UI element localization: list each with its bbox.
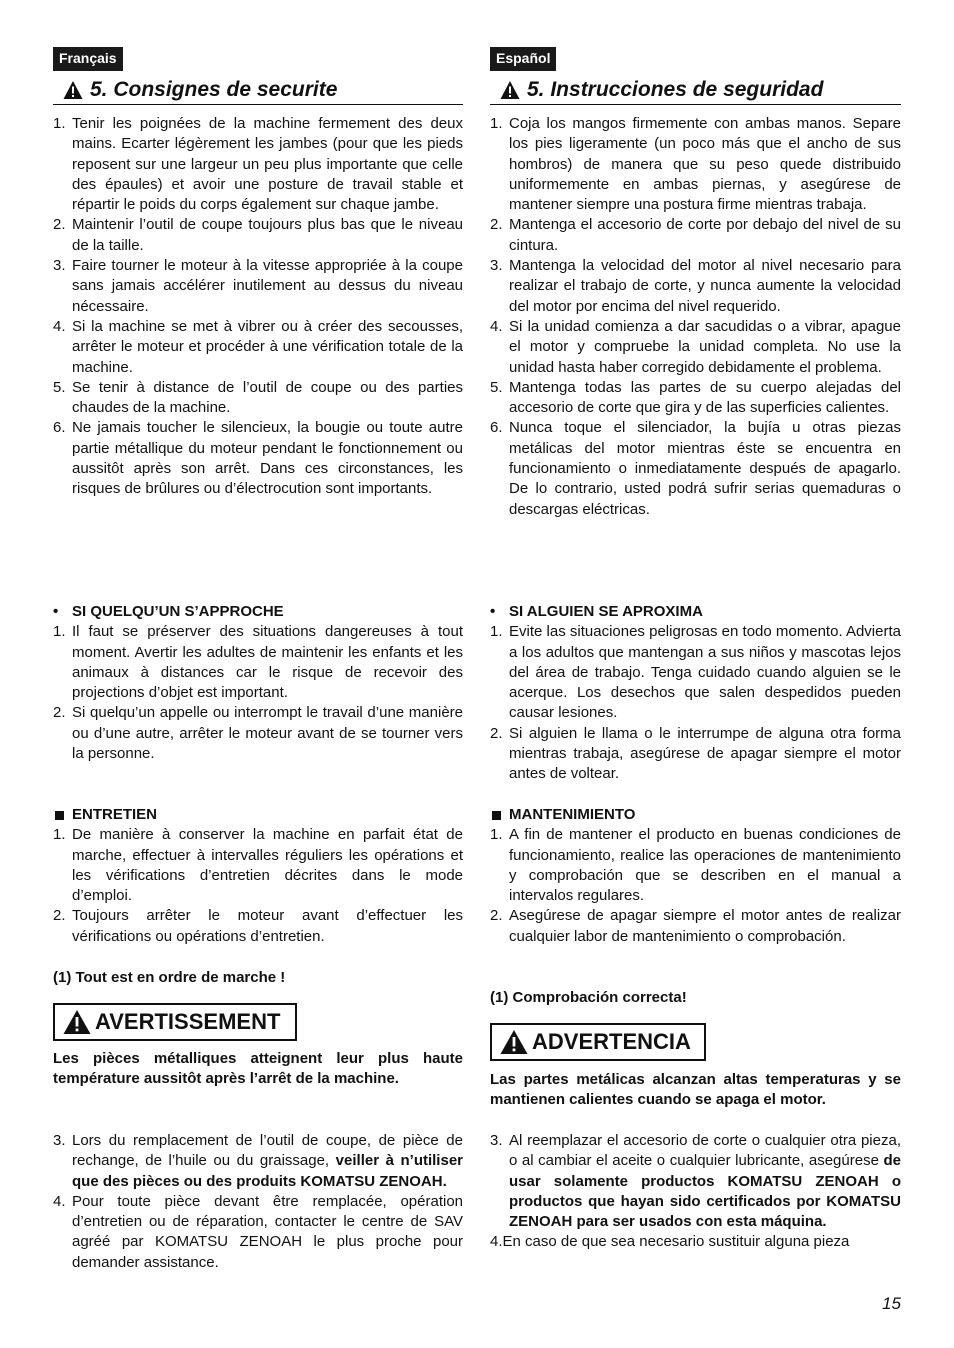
language-tag-spanish: Español bbox=[490, 47, 556, 71]
list-item: 3. Faire tourner le moteur à la vitesse appropriée à la coupe sans jamais accélérer inutilement au dessus du niveau nécessaire. bbox=[53, 257, 463, 315]
section-title-french bbox=[53, 76, 463, 105]
warning-label: AVERTISSEMENT bbox=[95, 1008, 281, 1034]
list-item: 1. Evite las situaciones peligrosas en todo momento. Advierta a los adultos que mantengan a sus niños y mascotas lejos del área de trabajo. Tenga cuidado cuando alguien se le acerque. Los desechos que salen despedidos pueden causar lesiones. bbox=[490, 623, 901, 722]
parts-list-es bbox=[490, 1131, 901, 1253]
list-item: 3. Al reemplazar el accesorio de corte o cualquier otra pieza, o al cambiar el aceite o cualquier lubricante, asegúrese de usar solamente productos KOMATSU ZENOAH o productos que hayan sido certificados por KOMATSU ZENOAH para ser usados con esta máquina. bbox=[490, 1132, 901, 1231]
list-item: 1. Il faut se préserver des situations dangereuses à tout moment. Avertir les adultes de maintenir les enfants et les animaux à distances car le risque de recevoir des projections d’objet est important. bbox=[53, 623, 463, 702]
list-item: 4. Si la machine se met à vibrer ou à créer des secousses, arrêter le moteur et procéder à une vérification totale de la machine. bbox=[53, 317, 463, 376]
list-item: 6. Ne jamais toucher le silencieux, la bougie ou toute autre partie métallique du moteur pendant le fonctionnement ou aussitôt après son arrêt. Dans ces circonstances, les risques de brûlures ou d’électrocution sont importants. bbox=[53, 419, 463, 498]
warning-text-fr: Les pièces métalliques atteignent leur plus haute température aussitôt après l’arrêt de la machine. bbox=[53, 1050, 463, 1088]
list-item: 5. Mantenga todas las partes de su cuerpo alejadas del accesorio de corte que gira y de las superficies calientes. bbox=[490, 378, 901, 417]
square-bullet-icon bbox=[492, 811, 501, 820]
maintenance-heading: ENTRETIEN bbox=[53, 805, 463, 825]
list-item: 3. Mantenga la velocidad del motor al nivel necesario para realizar el trabajo de corte, y nunca aumente la velocidad del motor por encima del nivel requerido. bbox=[490, 257, 901, 315]
list-item: 6. Nunca toque el silenciador, la bujía u otras piezas metálicas del motor mientras éste se encuentra en funcionamiento o inmediatamente después de apagarlo. De lo contrario, usted podrá sufrir serias quemaduras o descargas eléctricas. bbox=[490, 419, 901, 518]
check-heading-es: (1) Comprobación correcta! bbox=[490, 989, 687, 1006]
warning-box-es bbox=[490, 1023, 901, 1061]
approach-heading: • SI ALGUIEN SE APROXIMA bbox=[490, 603, 703, 620]
warning-label: ADVERTENCIA bbox=[532, 1028, 691, 1054]
list-item: 4. Pour toute pièce devant être remplacée, opération d’entretien ou de réparation, contacter le centre de SAV agréé par KOMATSU ZENOAH le plus proche pour demander assistance. bbox=[53, 1192, 463, 1271]
list-item: 2. Asegúrese de apagar siempre el motor antes de realizar cualquier labor de mantenimiento o comprobación. bbox=[490, 907, 901, 945]
list-item: 2. Si alguien le llama o le interrumpe de alguna otra forma mientras trabaja, asegúrese de apagar siempre el motor antes de voltear. bbox=[490, 724, 901, 783]
section-title-text: 5. Consignes de securite bbox=[90, 78, 338, 101]
maintenance-section-fr bbox=[53, 805, 463, 947]
list-item: 2. Si quelqu’un appelle ou interrompt le travail d’une manière ou d’une autre, arrêter le moteur avant de se tourner vers la personne. bbox=[53, 704, 463, 763]
warning-text-es: Las partes metálicas alcanzan altas temperaturas y se mantienen calientes cuando se apaga el motor. bbox=[490, 1071, 901, 1109]
section-title-text: 5. Instrucciones de seguridad bbox=[527, 78, 824, 101]
list-item: 5. Se tenir à distance de l’outil de coupe ou des parties chaudes de la machine. bbox=[53, 378, 463, 417]
list-item: 2. Toujours arrêter le moteur avant d’effectuer les vérifications ou opérations d’entretien. bbox=[53, 907, 463, 945]
warning-triangle-icon bbox=[500, 1029, 528, 1055]
list-item: 2. Mantenga el accesorio de corte por debajo del nivel de su cintura. bbox=[490, 216, 901, 254]
maintenance-heading: MANTENIMIENTO bbox=[490, 805, 901, 825]
page-number: 15 bbox=[882, 1294, 901, 1313]
square-bullet-icon bbox=[55, 811, 64, 820]
safety-list-es bbox=[490, 114, 901, 520]
warning-triangle-icon bbox=[63, 1009, 91, 1035]
maintenance-section-es bbox=[490, 805, 901, 947]
list-item: 3. Lors du remplacement de l’outil de coupe, de pièce de rechange, de l’huile ou du graissage, veiller à n’utiliser que des pièces ou des produits KOMATSU ZENOAH. bbox=[53, 1132, 464, 1190]
approach-heading: • SI QUELQU’UN S’APPROCHE bbox=[53, 603, 284, 620]
list-item: 4.En caso de que sea necesario sustituir alguna pieza bbox=[490, 1233, 850, 1251]
approach-section-es bbox=[490, 602, 901, 785]
warning-triangle-icon bbox=[500, 80, 520, 100]
approach-section-fr bbox=[53, 602, 463, 764]
list-item: 1. Coja los mangos firmemente con ambas manos. Separe los pies ligeramente (un poco más que el ancho de sus hombros) de manera que su peso quede distribuido uniformemente en ambas piernas, y asegúrese de mantener siempre una postura firme mientras trabaja. bbox=[490, 115, 901, 214]
section-title-spanish bbox=[490, 76, 901, 105]
list-item: 1. De manière à conserver la machine en parfait état de marche, effectuer à intervalles réguliers les opérations et les vérifications d’entretien décrites dans le mode d’emploi. bbox=[53, 826, 463, 905]
warning-box-fr bbox=[53, 1003, 463, 1041]
list-item: 4. Si la unidad comienza a dar sacudidas o a vibrar, apague el motor y compruebe la unidad completa. No use la unidad hasta haber corregido debidamente el problema. bbox=[490, 317, 901, 376]
list-item: 2. Maintenir l’outil de coupe toujours plus bas que le niveau de la taille. bbox=[53, 216, 463, 254]
check-heading-fr: (1) Tout est en ordre de marche ! bbox=[53, 969, 286, 986]
list-item: 1. A fin de mantener el producto en buenas condiciones de funcionamiento, realice las operaciones de mantenimiento y comprobación que se describen en el manual a intervalos regulares. bbox=[490, 826, 901, 905]
language-tag-french: Français bbox=[53, 47, 123, 71]
list-item: 1. Tenir les poignées de la machine fermement des deux mains. Ecarter légèrement les jambes (pour que les pieds reposent sur une largeur un peu plus importante que celle des épaules) et avoir une posture de travail stable et répartir le poids du corps également sur chaque jambe. bbox=[53, 115, 463, 214]
safety-list-fr bbox=[53, 114, 463, 500]
parts-list-fr bbox=[53, 1131, 463, 1273]
warning-triangle-icon bbox=[63, 80, 83, 100]
